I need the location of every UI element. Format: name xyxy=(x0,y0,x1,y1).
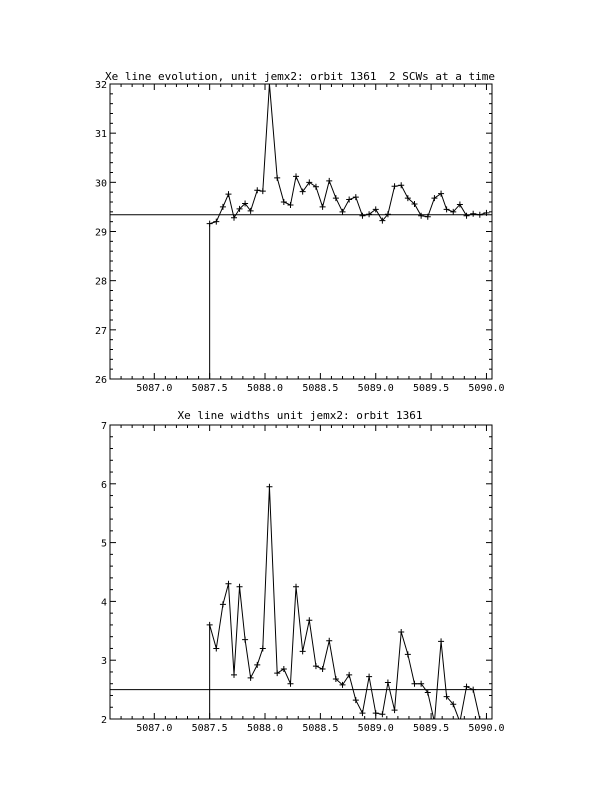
data-point xyxy=(444,206,450,212)
y-tick-label: 5 xyxy=(100,538,107,550)
data-point xyxy=(207,622,213,628)
data-point xyxy=(483,716,489,722)
data-point xyxy=(300,648,306,654)
data-point xyxy=(464,684,470,690)
data-point xyxy=(346,672,352,678)
evolution-ticks xyxy=(110,84,492,379)
data-point xyxy=(254,187,260,193)
data-point xyxy=(213,219,219,225)
y-tick-label: 31 xyxy=(94,129,107,141)
data-point xyxy=(274,175,280,181)
data-point xyxy=(281,666,287,672)
x-tick-label: 5089.0 xyxy=(357,723,394,734)
data-point xyxy=(293,173,299,179)
data-point xyxy=(353,194,359,200)
data-point xyxy=(306,617,312,623)
widths-panel xyxy=(101,409,505,734)
data-point xyxy=(281,199,287,205)
data-point xyxy=(320,204,326,210)
y-tick-label: 6 xyxy=(100,479,107,491)
data-point xyxy=(213,645,219,651)
y-tick-label: 7 xyxy=(100,421,107,432)
x-tick-label: 5088.5 xyxy=(302,383,339,394)
evolution-plot-frame xyxy=(110,84,492,379)
data-point xyxy=(225,581,231,587)
y-tick-label: 4 xyxy=(100,597,107,609)
y-tick-label: 26 xyxy=(94,375,107,386)
data-point xyxy=(220,601,226,607)
data-point xyxy=(379,711,385,717)
data-point xyxy=(326,638,332,644)
data-point xyxy=(373,710,379,716)
data-point xyxy=(346,197,352,203)
data-point xyxy=(231,672,237,678)
data-point xyxy=(470,687,476,693)
data-point xyxy=(313,663,319,669)
x-tick-label: 5089.5 xyxy=(413,723,450,734)
data-point xyxy=(237,584,243,590)
data-point xyxy=(254,662,260,668)
y-tick-label: 32 xyxy=(94,80,107,91)
data-point xyxy=(260,645,266,651)
x-tick-label: 5087.5 xyxy=(191,383,228,394)
data-point xyxy=(326,178,332,184)
data-point xyxy=(220,204,226,210)
x-tick-label: 5089.0 xyxy=(357,383,394,394)
data-point xyxy=(287,202,293,208)
data-point xyxy=(225,191,231,197)
evolution-panel xyxy=(95,70,505,394)
data-point xyxy=(293,584,299,590)
evolution-tick-labels xyxy=(95,80,505,394)
data-point xyxy=(470,211,476,217)
data-point xyxy=(418,213,424,219)
data-point xyxy=(340,209,346,215)
x-tick-label: 5087.0 xyxy=(136,723,173,734)
data-point xyxy=(333,195,339,201)
x-tick-label: 5088.0 xyxy=(246,723,284,734)
x-tick-label: 5090.0 xyxy=(468,383,505,394)
x-tick-label: 5088.0 xyxy=(246,383,284,394)
data-point xyxy=(385,680,391,686)
data-point xyxy=(405,651,411,657)
data-point xyxy=(231,215,237,221)
data-point xyxy=(274,670,280,676)
data-point xyxy=(242,637,248,643)
data-point xyxy=(464,213,470,219)
widths-series xyxy=(110,484,492,725)
data-point xyxy=(438,638,444,644)
y-tick-label: 3 xyxy=(100,656,107,668)
data-point xyxy=(266,484,272,490)
y-tick-label: 28 xyxy=(94,276,107,288)
data-point xyxy=(477,212,483,218)
x-tick-label: 5087.0 xyxy=(136,383,173,394)
y-tick-label: 27 xyxy=(94,325,107,337)
y-tick-label: 29 xyxy=(94,227,107,239)
data-point xyxy=(366,674,372,680)
data-point xyxy=(398,629,404,635)
data-point xyxy=(359,213,365,219)
widths-plot-frame xyxy=(110,425,492,719)
data-point xyxy=(320,666,326,672)
x-tick-label: 5089.5 xyxy=(413,383,450,394)
data-point xyxy=(207,221,213,227)
y-tick-label: 30 xyxy=(94,178,107,190)
data-point xyxy=(353,697,359,703)
data-point xyxy=(398,182,404,188)
scw-annotation: 2 SCWs at a time xyxy=(389,70,495,83)
series-line xyxy=(210,84,487,379)
widths-title: Xe line widths unit jemx2: orbit 1361 xyxy=(177,409,423,422)
data-point xyxy=(411,681,417,687)
data-point xyxy=(248,675,254,681)
data-point xyxy=(313,184,319,190)
series-line xyxy=(210,487,487,722)
x-tick-label: 5090.0 xyxy=(468,723,505,734)
y-tick-label: 2 xyxy=(100,715,107,726)
data-point xyxy=(457,719,463,725)
data-point xyxy=(260,188,266,194)
widths-tick-labels xyxy=(101,421,505,734)
evolution-series xyxy=(110,81,492,379)
widths-ticks xyxy=(110,425,492,719)
x-tick-label: 5088.5 xyxy=(302,723,339,734)
data-point xyxy=(431,195,437,201)
data-point xyxy=(392,707,398,713)
data-point xyxy=(287,681,293,687)
data-point xyxy=(359,710,365,716)
data-point xyxy=(477,716,483,722)
data-point xyxy=(392,183,398,189)
x-tick-label: 5087.5 xyxy=(191,723,228,734)
data-point xyxy=(438,191,444,197)
evolution-title: Xe line evolution, unit jemx2: orbit 1361 xyxy=(105,70,377,83)
